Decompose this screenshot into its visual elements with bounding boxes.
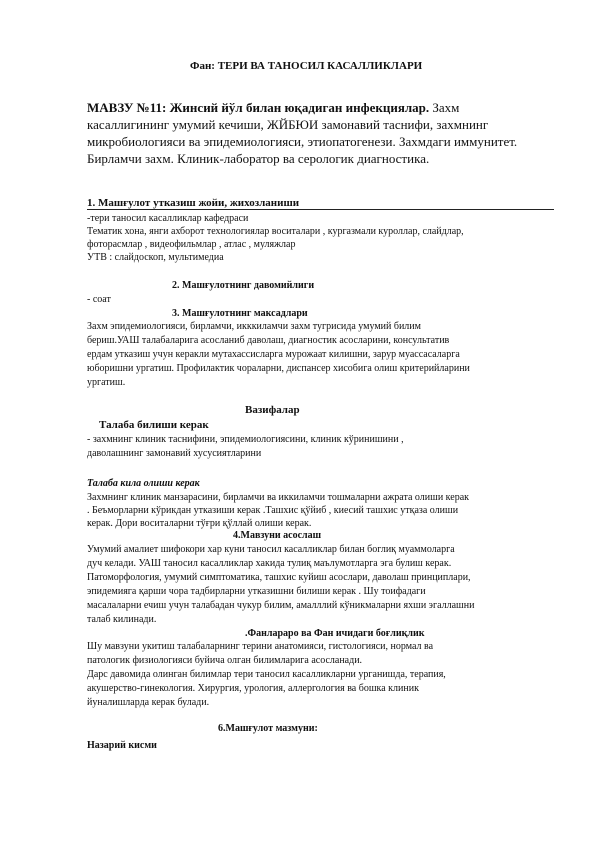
- topic-label: МАВЗУ №11: Жинсий йўл билан юқадиган инфекциялар.: [87, 100, 430, 115]
- section-4-line: Умумий амалиет шифокори хар куни таносил касалликлар билан боглиқ муаммоларга: [87, 544, 455, 555]
- tasks-subheading: Талаба билиши керак: [99, 419, 209, 431]
- topic-line-3: микробиологияси ва эпидемиологияси, этиопатогенези. Захмдаги иммунитет.: [87, 134, 518, 149]
- subject-title: Фан: ТЕРИ ВА ТАНОСИЛ КАСАЛЛИКЛАРИ: [190, 60, 423, 72]
- section-1-heading: 1. Машғулот утказиш жойи, жихозланиши: [87, 197, 300, 209]
- section-5-heading: .Фанлараро ва Фан ичидаги боғлиқлик: [245, 628, 425, 639]
- skills-heading: Талаба кила олиши керак: [87, 478, 200, 489]
- section-5-line: патологик физиологияси буйича олган билимларига асосланади.: [87, 655, 363, 666]
- section-1-line: -тери таносил касалликлар кафедраси: [87, 213, 249, 224]
- section-5-line: йуналишларда керак булади.: [87, 697, 210, 708]
- topic-line-1: [87, 100, 459, 116]
- topic-line-2: касаллигининг умумий кечиши, ЖЙБЮИ замонавий таснифи, захмнинг: [87, 117, 489, 132]
- section-4-line: масалаларни ечиш учун талабадан чукур билим, амалллий кўникмаларни яхши эгаллашни: [87, 600, 475, 611]
- skills-line: керак. Дори воситаларни тўғри қўллай олиши керак.: [87, 518, 312, 529]
- section-6-heading: 6.Машғулот мазмуни:: [218, 723, 318, 734]
- section-6-subheading: Назарий кисми: [87, 740, 157, 751]
- section-4-heading: 4.Мавзуни асослаш: [233, 530, 322, 541]
- section-3-line: бериш.УАШ талабаларига асосланиб даволаш, диагностик асосларини, консультатив: [87, 335, 450, 346]
- section-5-line: Шу мавзуни укитиш талабаларнинг терини анатомияси, гистологияси, нормал ва: [87, 641, 434, 652]
- section-1-line: Тематик хона, янги ахборот технологиялар воситалари , кургазмали куроллар, слайдлар,: [87, 226, 464, 237]
- section-4-line: талаб килинади.: [87, 614, 157, 625]
- section-2-heading: 2. Машғулотнинг давомийлиги: [172, 280, 315, 291]
- section-4-line: дуч келади. УАШ таносил касалликлар хакида тулиқ маълумотларга эга булиш керак.: [87, 558, 452, 569]
- section-3-heading: 3. Машғулотнинг максадлари: [172, 308, 308, 319]
- section-2-line: - соат: [87, 294, 111, 305]
- tasks-line: даволашнинг замонавий хусусиятларини: [87, 448, 262, 459]
- section-divider: [87, 209, 554, 210]
- section-4-line: эпидемияга қарши чора тадбирларни утказишни билиши керак . Шу тоифадаги: [87, 586, 426, 597]
- section-3-line: юборишни ургатиш. Профилактик чораларни, диспансер хисобига олиш критерийларини: [87, 363, 470, 374]
- section-1-line: фоторасмлар , видеофильмлар , атлас , муляжлар: [87, 239, 296, 250]
- tasks-heading: Вазифалар: [245, 404, 300, 416]
- topic-line-4: Бирламчи захм. Клиник-лаборатор ва серологик диагностика.: [87, 151, 430, 166]
- skills-line: . Беъморларни кўрикдан утказиши керак .Ташхис қўйиб , киесий ташхис утқаза олиши: [87, 505, 459, 516]
- section-3-line: ургатиш.: [87, 377, 126, 388]
- section-3-line: Захм эпидемиологияси, бирламчи, икккиламчи захм тугрисида умумий билим: [87, 321, 421, 332]
- section-3-line: ердам утказиш учун керакли мутахассисларга мурожаат килишни, зарур муассасаларга: [87, 349, 460, 360]
- skills-line: Захмнинг клиник манзарасини, бирламчи ва иккиламчи тошмаларни ажрата олиши керак: [87, 492, 470, 503]
- section-5-line: акушерство-гинекология. Хирургия, урология, аллергология ва бошка клиник: [87, 683, 419, 694]
- section-5-line: Дарс давомида олинган билимлар тери таносил касалликларни урганишда, терапия,: [87, 669, 446, 680]
- tasks-line: - захмнинг клиник таснифини, эпидемиологиясини, клиник кўринишини ,: [87, 434, 404, 445]
- topic-line-1-rest: Захм: [429, 100, 460, 115]
- section-1-line: УТВ : слайдоскоп, мультимедиа: [87, 252, 224, 263]
- section-4-line: Патоморфология, умумий симптоматика, ташхис куйиш асослари, даволаш принциплари,: [87, 572, 471, 583]
